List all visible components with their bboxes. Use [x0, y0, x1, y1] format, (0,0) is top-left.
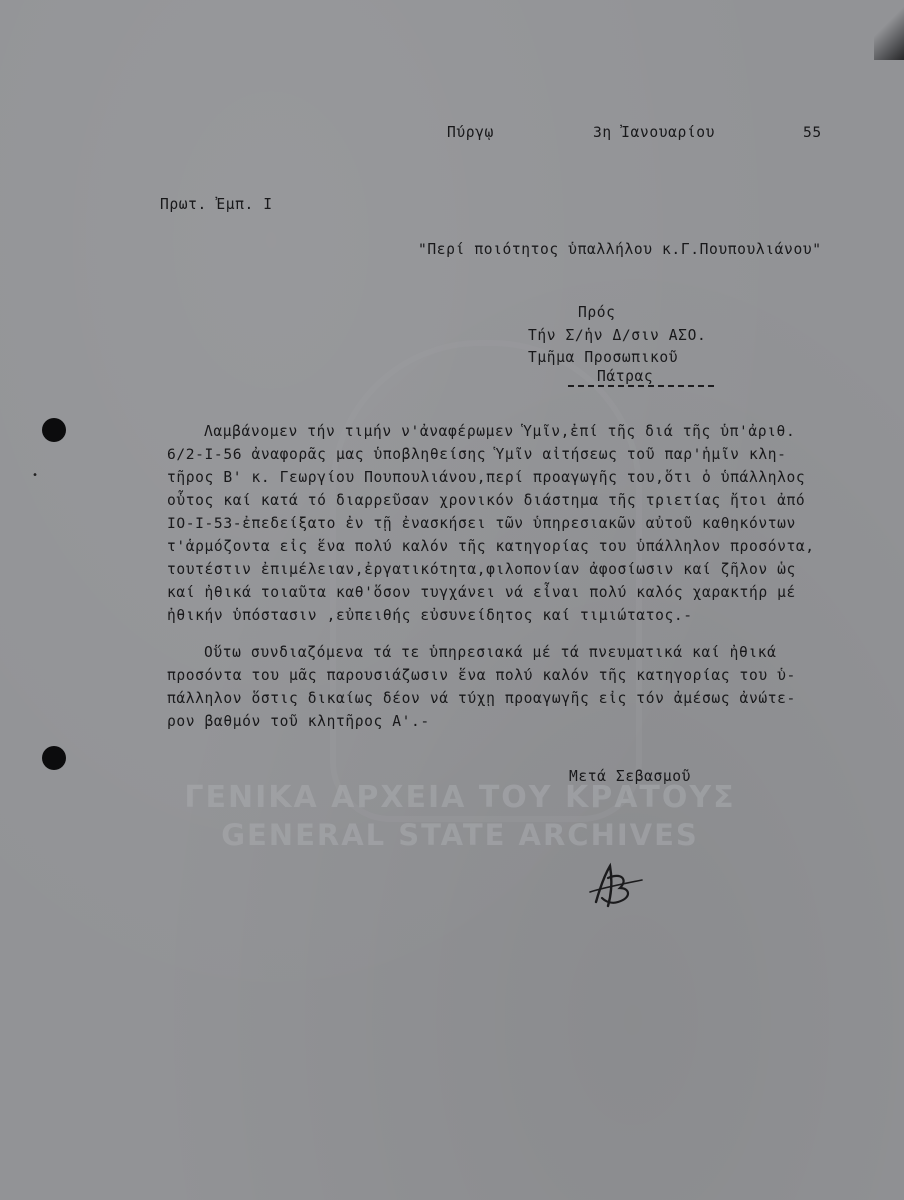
body-line: 6/2-I-56 ἀναφορᾶς μας ὑποβληθείσης Ὑμῖν αἰτήσεως τοῦ παρ'ἡμῖν κλη-	[167, 446, 787, 463]
recipient-line-2: Τμῆμα Προσωπικοῦ	[528, 349, 679, 366]
closing-salutation: Μετά Σεβασμοῦ	[569, 768, 692, 785]
recipient-to: Πρός	[578, 304, 616, 321]
letter-date: 3η Ἰανουαρίου	[593, 124, 716, 141]
body-line: Λαμβάνομεν τήν τιμήν ν'ἀναφέρωμεν Ὑμῖν,ἐπί τῆς διά τῆς ὑπ'ἀριθ.	[204, 423, 796, 440]
scan-corner-shadow	[874, 0, 904, 60]
margin-mark: •	[32, 470, 39, 481]
body-line: πάλληλον ὅστις δικαίως δέον νά τύχῃ προαγωγῆς εἰς τόν ἀμέσως ἀνώτε-	[167, 690, 796, 707]
body-line: τ'ἁρμόζοντα εἰς ἕνα πολύ καλόν τῆς κατηγορίας του ὑπάλληλον προσόντα,	[167, 538, 815, 555]
body-line: τῆρος Β' κ. Γεωργίου Πουπουλιάνου,περί προαγωγῆς του,ὅτι ὁ ὑπάλληλος	[167, 469, 806, 486]
body-line: καί ἠθικά τοιαῦτα καθ'ὅσον τυγχάνει νά εἶναι πολύ καλός χαρακτήρ μέ	[167, 584, 796, 601]
subject-line: "Περί ποιότητος ὑπαλλήλου κ.Γ.Πουπουλιάνου"	[418, 241, 822, 258]
letter-year: 55	[803, 124, 822, 141]
archive-seal-watermark	[330, 340, 642, 822]
signature-mark	[582, 858, 648, 912]
watermark-greek: ΓΕΝΙΚΑ ΑΡΧΕΙΑ ΤΟΥ ΚΡΑΤΟΥΣ	[184, 780, 736, 815]
body-line: Οὕτω συνδιαζόμενα τά τε ὑπηρεσιακά μέ τά πνευματικά καί ἠθικά	[204, 644, 777, 661]
body-line: ρον βαθμόν τοῦ κλητῆρος Α'.-	[167, 713, 430, 730]
protocol-reference: Πρωτ. Ἐμπ. Ι	[160, 196, 273, 213]
punch-hole	[42, 746, 66, 770]
recipient-underline	[568, 385, 714, 387]
body-line: προσόντα του μᾶς παρουσιάζωσιν ἕνα πολύ καλόν τῆς κατηγορίας του ὑ-	[167, 667, 796, 684]
punch-hole	[42, 418, 66, 442]
body-line: τουτέστιν ἐπιμέλειαν,ἐργατικότητα,φιλοπονίαν ἀφοσίωσιν καί ζῆλον ὡς	[167, 561, 796, 578]
recipient-line-1: Τήν Σ/ἡν Δ/σιν ΑΣΟ.	[528, 327, 707, 344]
body-line: ἠθικήν ὑπόστασιν ,εὐπειθής εὐσυνείδητος καί τιμιώτατος.-	[167, 607, 693, 624]
recipient-city: Πάτρας	[597, 368, 654, 385]
body-line: οὗτος καί κατά τό διαρρεῦσαν χρονικόν διάστημα τῆς τριετίας ἤτοι ἀπό	[167, 492, 806, 509]
place-name: Πύργῳ	[447, 124, 494, 141]
watermark-english: GENERAL STATE ARCHIVES	[221, 818, 699, 852]
body-line: IO-I-53-ἐπεδείξατο ἐν τῇ ἐνασκήσει τῶν ὑπηρεσιακῶν αὐτοῦ καθηκόντων	[167, 515, 796, 532]
